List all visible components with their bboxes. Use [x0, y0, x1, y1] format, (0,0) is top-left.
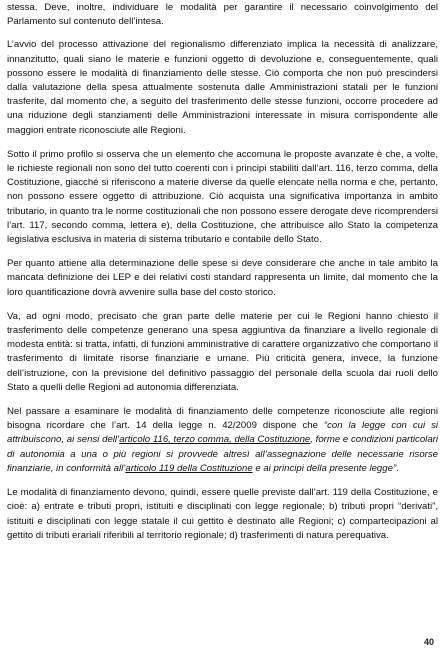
- article-119-reference: articolo 119 della Costituzione: [125, 462, 253, 474]
- paragraph-6: [7, 405, 438, 476]
- paragraph-3: Sotto il primo profilo si osserva che un elemento che accomuna le proposte avanzate è che, a volte, le richieste regionali non sono del tutto coerenti con i principi stabiliti dall’art. 116, terzo comma, della Costituzione, giacché si riferiscono a materie diverse da quelle elencate nella norma e che, pertanto, non possono essere oggetto di attribuzione. Ciò acquista una significativa importanza in ambito tributario, in quanto tra le norme costituzionali che non possono essere derogate deve ricomprendersi l’art. 117, secondo comma, lettera e), della Costituzione, che attribuisce allo Stato la competenza legislativa esclusiva in materia di sistema tributario e contabile dello Stato.: [7, 148, 438, 246]
- page-number: 40: [423, 637, 434, 647]
- paragraph-6-tail: .: [396, 462, 399, 474]
- paragraph-5: Va, ad ogni modo, precisato che gran parte delle materie per cui le Regioni hanno chiesto il trasferimento delle competenze generano una spesa aggiuntiva da finanziare a livello regionale di modesta entità: si tratta, infatti, di funzioni amministrative di carattere organizzativo che comportano il trasferimento di limitate risorse finanziarie e umane. Più criticità genera, invece, la funzione dell’istruzione, con la previsione del definitivo passaggio del personale della scuola dai ruoli dello Stato a quelli delle Regioni ad autonomia differenziata.: [7, 310, 438, 393]
- legal-quote-part-c: e ai principi della presente legge”: [252, 462, 397, 474]
- paragraph-1: stessa. Deve, inoltre, individuare le modalità per garantire il necessario coinvolgimento del Parlamento sul contenuto dell’intesa.: [7, 2, 438, 28]
- paragraph-4: Per quanto attiene alla determinazione delle spese si deve considerare che anche in tale ambito la mancata definizione dei LEP e dei relativi costi standard rappresenta un limite, dal momento che la loro quantificazione dovrà avvenire sulla base del costo storico.: [7, 258, 438, 298]
- paragraph-2: L’avvio del processo attivazione del regionalismo differenziato implica la necessità di analizzare, innanzitutto, quali siano le materie e funzioni oggetto di devoluzione e, conseguentemente, quali possono essere le modalità di finanziamento delle stesse. Ciò comporta che non può prescindersi dalla valutazione della spesa attualmente sostenuta dalle Amministrazioni statali per le funzioni trasferite, dal momento che, a seguito del trasferimento delle stesse funzioni, occorre procedere ad una riduzione degli stanziamenti delle Amministrazioni interessate in misura corrispondente alle maggiori entrate riconosciute alle Regioni.: [7, 39, 438, 136]
- legal-quote-part-a: “con la legge con cui si attribuiscono, ai sensi dell’: [7, 420, 439, 446]
- legal-quote-part-b: , forme e condizioni particolari di autonomia a una o più regioni si provvede altresì all’assegnazione delle necessarie risorse finanziarie, in conformità all’: [7, 434, 438, 474]
- paragraph-7: Le modalità di finanziamento devono, quindi, essere quelle previste dall’art. 119 della Costituzione, e cioè: a) entrate e tributi propri, istituiti e disciplinati con legge regionale; b) tributi propri “derivati”, istituiti e disciplinati con legge statale il cui gettito è destinato alle Regioni; c) compartecipazioni al gettito di tributi erariali riferibili al territorio regionale; d) trasferimenti di natura perequativa.: [7, 487, 438, 541]
- article-116-reference: articolo 116, terzo comma, della Costituzione: [119, 434, 311, 446]
- document-body: [7, 1, 438, 553]
- paragraph-6-lead: Nel passare a esaminare le modalità di finanziamento delle competenze riconosciute alle regioni bisogna ricordare che l’art. 14 della legge n. 42/2009 dispone che: [7, 406, 438, 432]
